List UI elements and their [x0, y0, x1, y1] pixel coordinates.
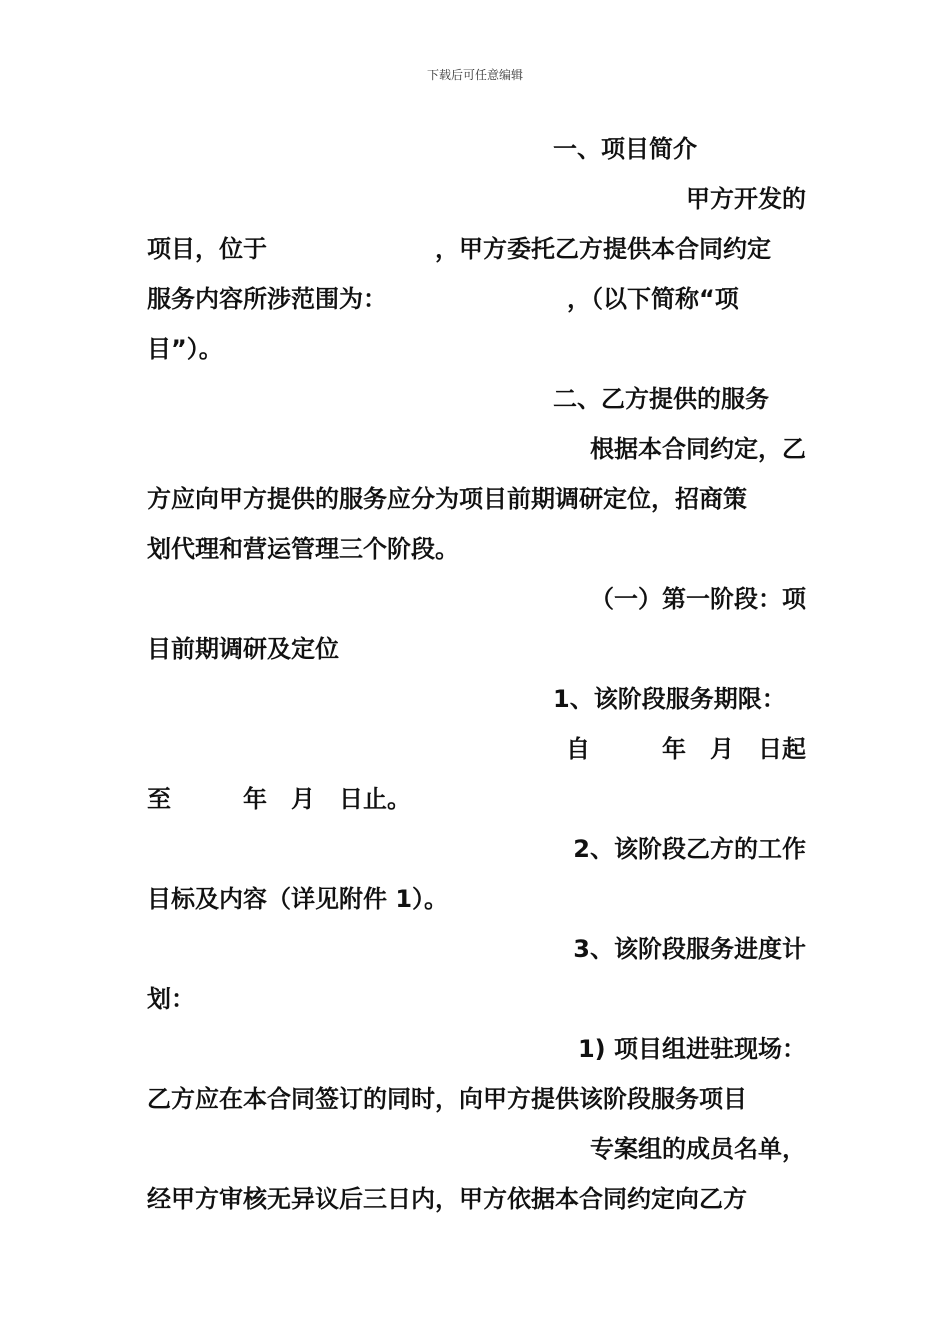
list-item-team-onsite: 1) 项目组进驻现场： — [577, 1035, 806, 1063]
paragraph-line: 服务内容所涉范围为： ，（以下简称“项 — [147, 285, 739, 313]
paragraph-line: 方应向甲方提供的服务应分为项目前期调研定位，招商策 — [147, 485, 747, 513]
paragraph-line: 项目，位于 ，甲方委托乙方提供本合同约定 — [147, 235, 771, 263]
section-heading-services: 二、乙方提供的服务 — [553, 385, 769, 413]
paragraph-line: 划： — [147, 985, 195, 1013]
subsection-heading-stage-one: （一）第一阶段：项 — [590, 585, 806, 613]
header-note: 下载后可任意编辑 — [426, 68, 523, 82]
list-item-work-goals: 2、该阶段乙方的工作 — [573, 835, 806, 863]
paragraph-line: 乙方应在本合同签订的同时，向甲方提供该阶段服务项目 — [147, 1085, 747, 1113]
section-heading-project-intro: 一、项目简介 — [553, 135, 697, 163]
paragraph-line: 根据本合同约定，乙 — [590, 435, 806, 463]
paragraph-line: 经甲方审核无异议后三日内，甲方依据本合同约定向乙方 — [147, 1185, 747, 1213]
paragraph-line: 至 年 月 日止。 — [147, 785, 411, 813]
paragraph-line: 自 年 月 日起 — [566, 735, 806, 763]
paragraph-line: 划代理和营运管理三个阶段。 — [147, 535, 459, 563]
paragraph-line: 专案组的成员名单， — [590, 1135, 806, 1163]
paragraph-line: 甲方开发的 — [686, 185, 806, 213]
paragraph-line: 目”）。 — [147, 335, 223, 363]
paragraph-line: 目前期调研及定位 — [147, 635, 339, 663]
list-item-service-period: 1、该阶段服务期限： — [553, 685, 786, 713]
paragraph-line: 目标及内容（详见附件 1）。 — [147, 885, 449, 913]
list-item-schedule: 3、该阶段服务进度计 — [573, 935, 806, 963]
